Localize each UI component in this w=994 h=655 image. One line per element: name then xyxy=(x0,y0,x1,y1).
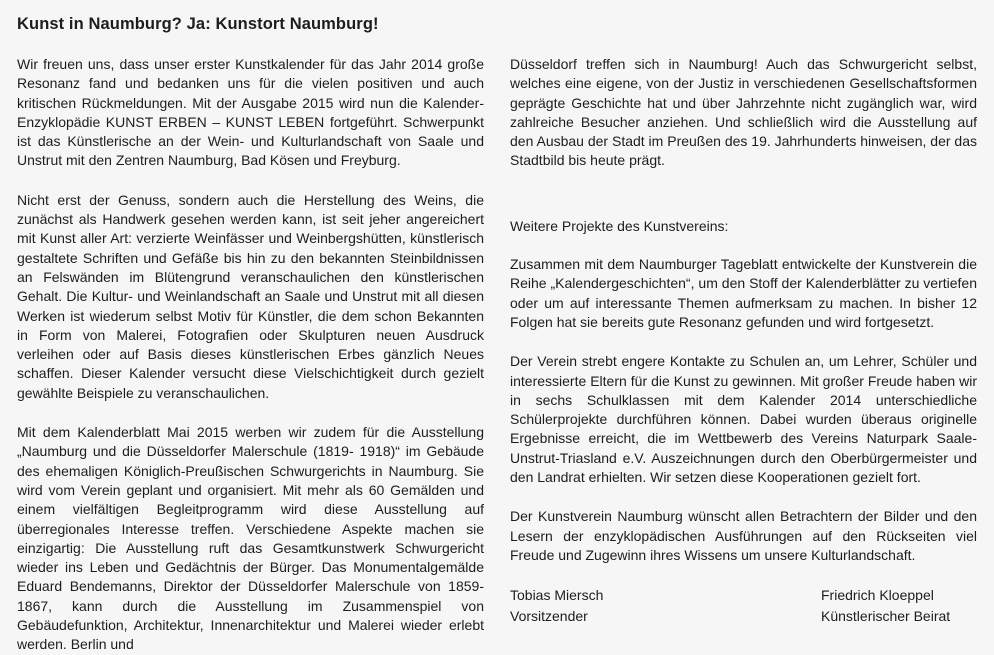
two-column-layout xyxy=(17,55,977,655)
signature-block xyxy=(510,585,977,626)
signature-name: Friedrich Kloeppel xyxy=(821,587,934,604)
paragraph-wunsch: Der Kunstverein Naumburg wünscht allen Betrachtern der Bilder und den Lesern der enzyklopädischen Ausführungen auf den Rückseiten viel Freude und Zugewinn ihres Wissens um unsere Kulturlandschaft. xyxy=(510,508,977,563)
paragraph-schulen: Der Verein strebt engere Kontakte zu Schulen an, um Lehrer, Schüler und interessierte Eltern für die Kunst zu gewinnen. Mit großer Freude haben wir in sechs Schulklassen mit dem Kalender 2014 unterschiedliche Schülerprojekte durchführen können. Dabei wurden überaus originelle Ergebnisse erreicht, die im Wettbewerb des Vereins Naturpark Saale-Unstrut-Triasland e.V. Auszeichnungen durch den Oberbürgermeister und den Landrat erhielten. Wir setzen diese Kooperationen gezielt fort. xyxy=(510,353,977,486)
paragraph-kalendergeschichten: Zusammen mit dem Naumburger Tageblatt entwickelte der Kunstverein die Reihe „Kalendergeschichten“, um den Stoff der Kalenderblätter zu vertiefen oder um auf interessante Themen aufmerksam zu machen. In bisher 12 Folgen hat sie bereits gute Resonanz gefunden und wird fortgesetzt. xyxy=(510,256,977,330)
signature-role: Vorsitzender xyxy=(510,607,588,624)
signature-name: Tobias Miersch xyxy=(510,587,604,604)
page-title: Kunst in Naumburg? Ja: Kunstort Naumburg! xyxy=(17,15,379,33)
signature-chairman xyxy=(510,585,821,626)
paragraph-ausstellung: Mit dem Kalenderblatt Mai 2015 werben wir zudem für die Ausstellung „Naumburg und die Düsseldorfer Malerschule (1819- 1918)“ im Gebäude des ehemaligen Königlich-Preußischen Schwurgerichts in Naumburg. Sie wird vom Verein geplant und organisiert. Mit mehr als 60 Gemälden und einem vielfältigen Begleitprogramm wird diese Ausstellung auf überregionales Interesse treffen. Verschiedene Aspekte machen sie einzigartig: Die Ausstellung ruft das Gesamtkunstwerk Schwurgericht wieder ins Leben und Gedächtnis der Bürger. Das Monumentalgemälde Eduard Bendemanns, Direktor der Düsseldorfer Malerschule von 1859-1867, kann durch die Ausstellung im Zusammenspiel von Gebäudefunktion, Architektur, Innenarchitektur und Malerei wieder erlebt werden. Berlin und xyxy=(17,424,484,653)
signature-role: Künstlerischer Beirat xyxy=(821,607,951,624)
section-subheading: Weitere Projekte des Kunstvereins: xyxy=(510,217,729,234)
left-column xyxy=(17,55,484,655)
right-column xyxy=(510,55,977,655)
paragraph-wein-kunst: Nicht erst der Genuss, sondern auch die Herstellung des Weins, die zunächst als Handwerk gesehen werden kann, ist seit jeher angereichert mit Kunst aller Art: verzierte Weinfässer und Weinbergshütten, künstlerisch gestaltete Schriften und Gefäße bis hin zu den bekannten Steinbildnissen an Felswänden im Blütengrund veranschaulichen den künstlerischen Gehalt. Die Kultur- und Weinlandschaft an Saale und Unstrut mit all diesen Werken ist wiederum selbst Motiv für Künstler, die dem schon Bekannten in Form von Malerei, Fotografien oder Skulpturen neuen Ausdruck verleihen oder auf Basis dieses künstlerischen Erbes gänzlich Neues schaffen. Dieser Kalender versucht diese Vielschichtigkeit durch gezielt gewählte Beispiele zu veranschaulichen. xyxy=(17,191,484,401)
signature-artistic-advisor xyxy=(821,585,950,626)
paragraph-resonanz: Wir freuen uns, dass unser erster Kunstkalender für das Jahr 2014 große Resonanz fand und bedanken uns für die vielen positiven und auch kritischen Rückmeldungen. Mit der Ausgabe 2015 wird nun die Kalender-Enzyklopädie KUNST ERBEN – KUNST LEBEN fortgeführt. Schwerpunkt ist das Künstlerische an der Wein- und Kulturlandschaft von Saale und Unstrut mit den Zentren Naumburg, Bad Kösen und Freyburg. xyxy=(17,56,484,169)
paragraph-schwurgericht: Düsseldorf treffen sich in Naumburg! Auch das Schwurgericht selbst, welches eine eigene, von der Justiz in verschiedenen Gesellschaftsformen geprägte Geschichte hat und über Jahrzehnte nicht zugänglich war, wird zahlreiche Besucher anziehen. Und schließlich wird die Ausstellung auf den Ausbau der Stadt im Preußen des 19. Jahrhunderts hinweisen, der das Stadtbild bis heute prägt. xyxy=(510,56,977,169)
